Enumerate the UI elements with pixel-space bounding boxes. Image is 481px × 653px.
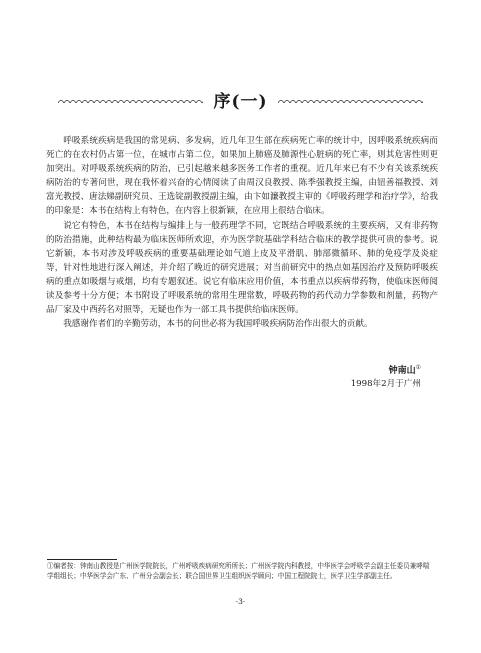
signature-name: 钟南山 xyxy=(388,365,416,376)
paragraph: 我感谢作者们的辛勤劳动，本书的问世必将为我国呼吸疾病防治作出很大的贡献。 xyxy=(63,319,373,330)
footnote-divider xyxy=(47,559,117,560)
title-row xyxy=(58,88,423,110)
paragraph: 呼吸系统疾病是我国的常见病、多发病，近几年卫生部在疾病死亡率的统计中，因呼吸系统疾病而死亡的在农村仍占第一位，在城市占第二位，如果加上肺癌及肺源性心脏病的死亡率，则其危害性则更加突出。对呼吸系统疾病的防治，已引起越来越多医务工作者的重视。近几年来已有不少有关该系统疾病防治的专著问世，现在我怀着兴奋的心情阅读了由周汉良教授、陈季强教授主编，由钮善福教授、刘富光教授、唐法娣副研究员、王选锭副教授副主编，由卞如濂教授主审的《呼吸药理学和治疗学》，给我的印象是：本书在结构上有特色，在内容上很新颖，在应用上很结合临床。 xyxy=(46,136,438,217)
preface-body xyxy=(46,134,438,331)
signature-name-line xyxy=(351,361,421,378)
footnote-marker: ① xyxy=(415,364,421,371)
page-number: ·3· xyxy=(235,597,246,606)
paragraph: 说它有特色，本书在结构与编排上与一般药理学不同，它既结合呼吸系统的主要疾病，又有非药物的防治措施，此种结构最为临床医师所欢迎，亦为医学院基础学科结合临床的教学提供可贵的参考。说它新颖，本书对涉及呼吸疾病的重要基础理论如气道上皮及平滑肌、肺部微循环、肺的免疫学及炎症等，针对性地进行深入阐述，并介绍了晚近的研究进展；对当前研究中的热点如基因治疗及预防呼吸疾病的重点如吸烟与戒烟，均有专题叙述。说它有临床应用价值，本书重点以疾病带药物，使临床医师阅读及参考十分方便；本书附设了呼吸系统的常用生理常数，呼吸药物的药代动力学参数和剂量，药物产品厂家及中西药名对照等，无疑也作为一部工具书提供给临床医师。 xyxy=(46,220,438,316)
footnote: ①编者按：钟南山教授是广州医学院院长，广州呼吸疾病研究所所长；广州医学院内科教授，中华医学会呼吸学会副主任委员兼哮喘学组组长；中华医学会广东、广州分会副会长；联合国世界卫生组织医学顾问；中国工程院院士，医学卫生学部副主任。 xyxy=(47,562,430,580)
right-wave-ornament xyxy=(278,95,423,103)
left-wave-ornament xyxy=(58,95,203,103)
signature-date: 1998年2月于广州 xyxy=(350,378,421,389)
signature-block xyxy=(351,361,421,391)
page-title: 序(一) xyxy=(213,91,268,112)
